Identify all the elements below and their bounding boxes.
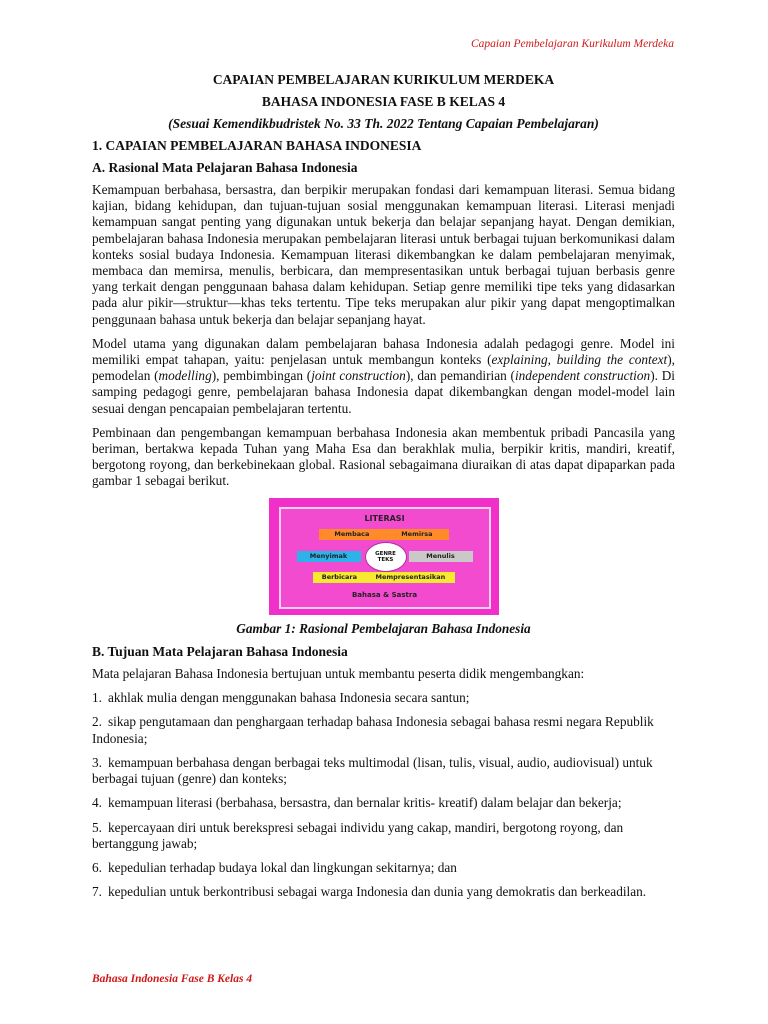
list-item: 5. kepercayaan diri untuk berekspresi sebagai individu yang cakap, mandiri, bergotong royong, dan bertanggung jawab; — [92, 819, 624, 851]
diagram-label-menyimak: Menyimak — [309, 552, 348, 561]
section-1-heading: 1. CAPAIAN PEMBELAJARAN BAHASA INDONESIA — [92, 137, 422, 153]
diagram-right-box — [409, 551, 473, 562]
list-item: 7. kepedulian untuk berkontribusi sebagai warga Indonesia dan dunia yang demokratis dan berkeadilan. — [92, 884, 647, 900]
figure-caption: Gambar 1: Rasional Pembelajaran Bahasa Indonesia — [236, 620, 531, 636]
list-item: 4. kemampuan literasi (berbahasa, bersastra, dan bernalar kritis- kreatif) dalam belajar dan bekerja; — [92, 795, 622, 811]
list-item: 6. kepedulian terhadap budaya lokal dan lingkungan sekitarnya; dan — [92, 859, 457, 875]
diagram-center-circle — [365, 542, 407, 572]
diagram-top-box — [319, 529, 449, 540]
list-item: 3. kemampuan berbahasa dengan berbagai teks multimodal (lisan, tulis, visual, audio, audiovisual) untuk berbagai tujuan (genre) dan konteks; — [92, 754, 653, 787]
diagram-label-menulis: Menulis — [426, 552, 455, 561]
diagram-label-teks: TEKS — [377, 556, 394, 563]
section-a-heading: A. Rasional Mata Pelajaran Bahasa Indonesia — [92, 159, 358, 175]
diagram-footer: Bahasa & Sastra — [351, 591, 418, 600]
paragraph-1: Kemampuan berbahasa, bersastra, dan berpikir merupakan fondasi dari kemampuan literasi. Semua bidang kajian, bidang kehidupan, dan tujuan-tujuan sosial menggunakan kemampuan literasi. Literasi menjadi kemampuan sangat penting yang digunakan untuk bekerja dan belajar sepanjang hayat. Dengan demikian, pembelajaran bahasa Indonesia merupakan pembelajaran literasi untuk berbagai tujuan berkomunikasi dalam konteks sosial budaya Indonesia. Kemampuan literasi dikembangkan ke dalam pembelajaran menyimak, membaca dan memirsa, menulis, berbicara, dan mempresentasikan untuk berbagai tujuan berbasis genre yang terkait dengan penggunaan bahasa dalam kehidupan. Setiap genre memiliki tipe teks yang didasarkan pada alur pikir—struktur—khas teks tertentu. Tipe teks merupakan alur pikir yang dapat mengoptimalkan penggunaan bahasa untuk bekerja dan belajar sepanjang hayat. — [92, 182, 675, 327]
diagram-label-genre: GENRE — [375, 550, 396, 557]
document-title: CAPAIAN PEMBELAJARAN KURIKULUM MERDEKA — [212, 72, 555, 87]
diagram-bottom-box — [313, 572, 455, 583]
running-header: Capaian Pembelajaran Kurikulum Merdeka — [470, 38, 674, 50]
literasi-diagram — [269, 498, 499, 615]
document-reference: (Sesuai Kemendikbudristek No. 33 Th. 2022 Tentang Capaian Pembelajaran) — [168, 116, 599, 132]
paragraph-3: Pembinaan dan pengembangan kemampuan berbahasa Indonesia akan membentuk pribadi Pancasila yang beriman, bertakwa kepada Tuhan yang Maha Esa dan berakhlak mulia, berpikir kritis, mandiri, kreatif, bergotong royong, dan berkebinekaan global. Rasional sebagaimana diuraikan di atas dapat dipaparkan pada gambar 1 sebagai berikut. — [92, 424, 675, 489]
section-b-heading: B. Tujuan Mata Pelajaran Bahasa Indonesia — [92, 643, 348, 659]
diagram-frame — [279, 507, 491, 609]
figure-container — [92, 498, 675, 615]
page-content — [92, 72, 675, 908]
diagram-label-berbicara: Berbicara — [321, 573, 358, 582]
paragraph-2: Model utama yang digunakan dalam pembelajaran bahasa Indonesia adalah pedagogi genre. Model ini memiliki empat tahapan, yaitu: penjelasan untuk membangun konteks (explaining, building the context), pemodelan (modelling), pembimbingan (joint construction), dan pemandirian (independent construction). Di samping pedagogi genre, pembelajaran bahasa Indonesia dapat dikembangkan dengan model-model lain sesuai dengan pencapaian pembelajaran tertentu. — [92, 335, 675, 416]
goals-list — [92, 690, 675, 900]
diagram-label-membaca: Membaca — [334, 530, 370, 539]
list-item: 1. akhlak mulia dengan menggunakan bahasa Indonesia secara santun; — [92, 690, 470, 706]
list-item: 2. sikap pengutamaan dan penghargaan terhadap bahasa Indonesia sebagai bahasa resmi negara Republik Indonesia; — [92, 714, 654, 746]
goals-intro: Mata pelajaran Bahasa Indonesia bertujuan untuk membantu peserta didik mengembangkan: — [92, 666, 585, 682]
running-footer: Bahasa Indonesia Fase B Kelas 4 — [92, 973, 253, 985]
diagram-label-memirsa: Memirsa — [401, 530, 433, 539]
diagram-label-mempresentasikan: Mempresentasikan — [375, 573, 446, 582]
diagram-left-box — [297, 551, 361, 562]
document-subtitle: BAHASA INDONESIA FASE B KELAS 4 — [261, 94, 506, 110]
diagram-title: LITERASI — [364, 513, 405, 523]
